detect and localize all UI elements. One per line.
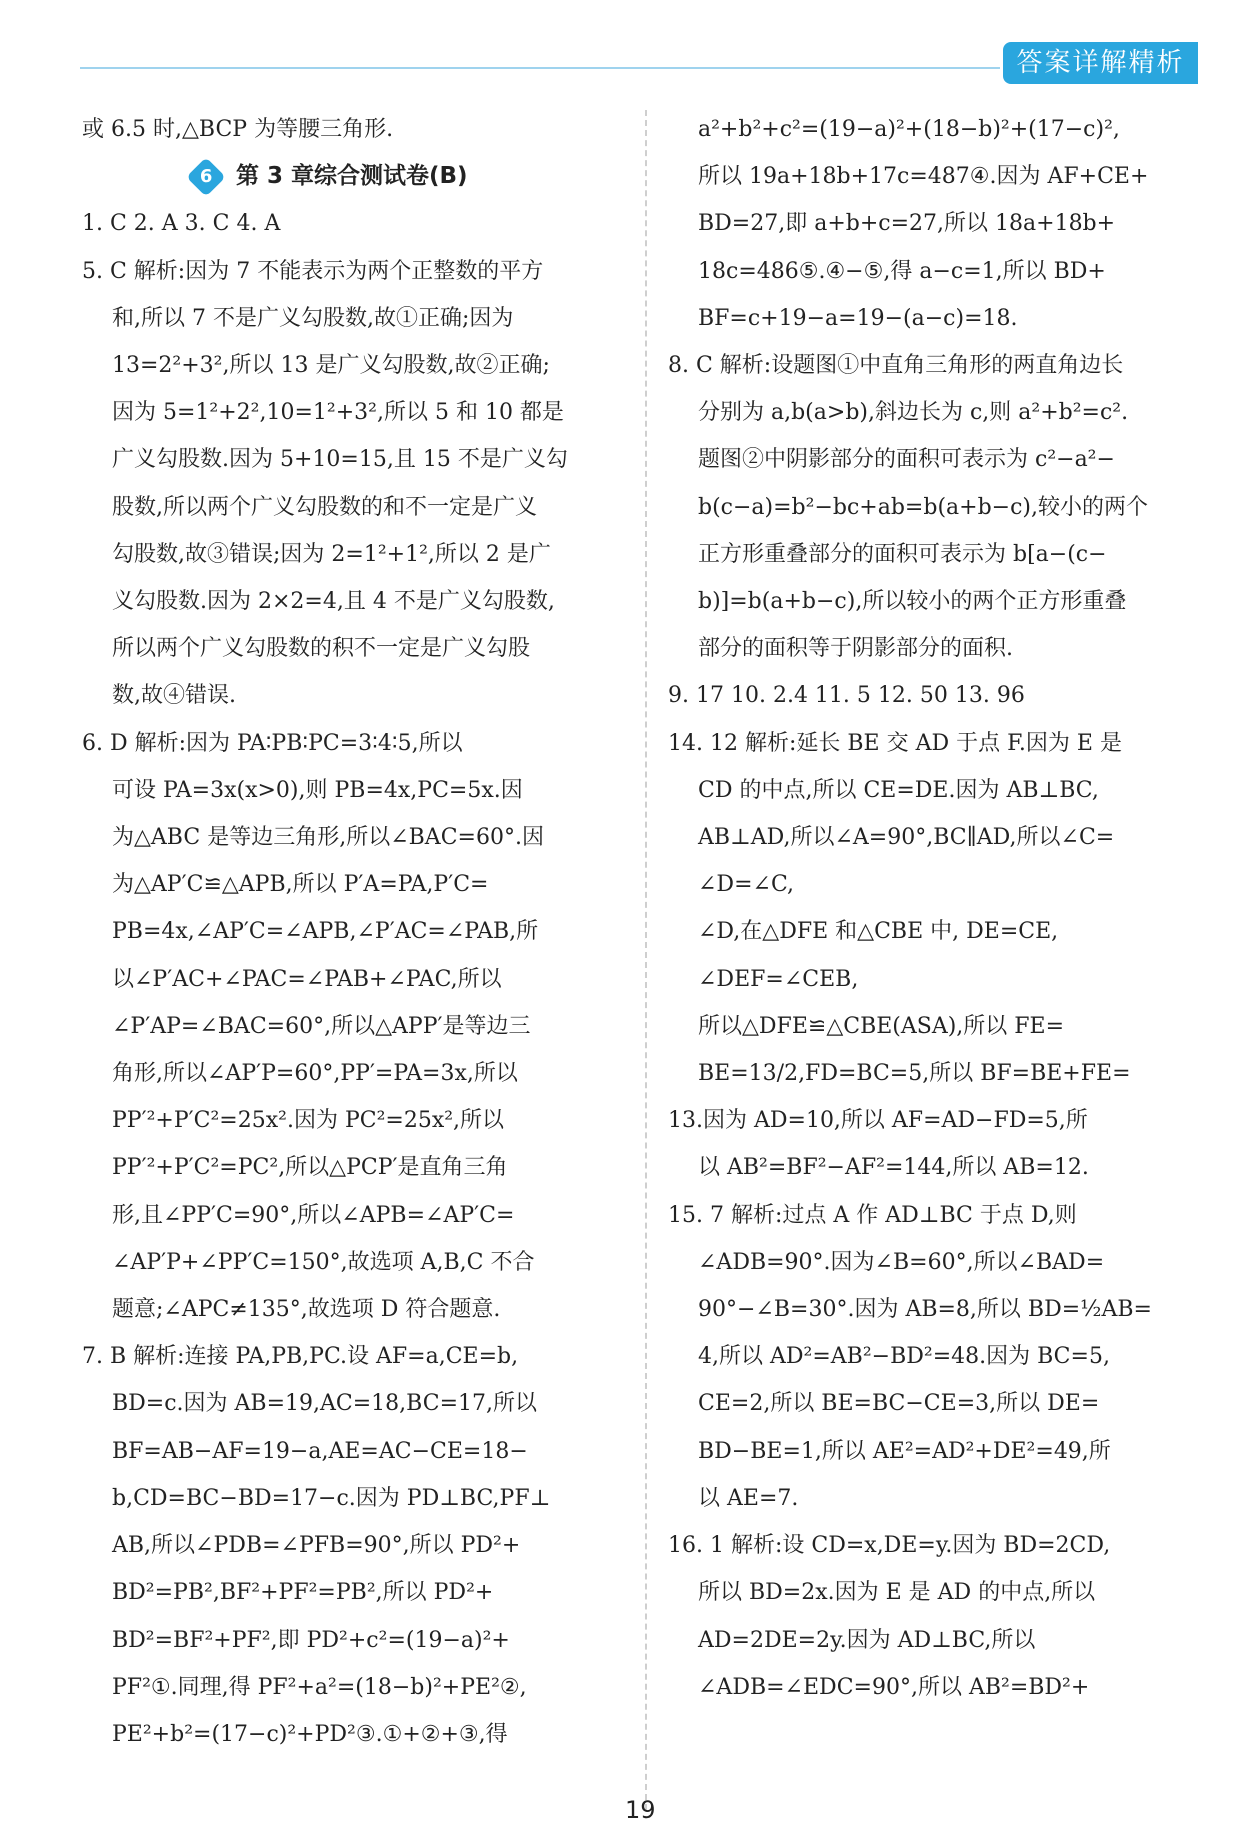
text-line: 角形,所以∠AP′P=60°,PP′=PA=3x,所以 — [112, 1061, 518, 1087]
text-line: 为△ABC 是等边三角形,所以∠BAC=60°.因 — [112, 825, 544, 851]
text-line: 以∠P′AC+∠PAC=∠PAB+∠PAC,所以 — [112, 966, 502, 992]
text-line: AB⊥AD,所以∠A=90°,BC∥AD,所以∠C= — [698, 825, 1115, 851]
text-line: BD=27,即 a+b+c=27,所以 18a+18b+ — [698, 211, 1116, 237]
text-line: 8. C 解析:设题图①中直角三角形的两直角边长 — [668, 353, 1124, 379]
text-line: b)]=b(a+b−c),所以较小的两个正方形重叠 — [698, 589, 1127, 615]
section-number-badge — [186, 157, 226, 197]
text-line: PE²+b²=(17−c)²+PD²③.①+②+③,得 — [112, 1721, 508, 1747]
text-line: 4,所以 AD²=AB²−BD²=48.因为 BC=5, — [698, 1344, 1110, 1370]
text-line: ∠AP′P+∠PP′C=150°,故选项 A,B,C 不合 — [112, 1249, 535, 1275]
text-line: 以 AB²=BF²−AF²=144,所以 AB=12. — [698, 1155, 1089, 1181]
text-line: 所以 BD=2x.因为 E 是 AD 的中点,所以 — [698, 1580, 1096, 1606]
text-line: ∠D,在△DFE 和△CBE 中, DE=CE, — [698, 919, 1059, 945]
text-line: BF=AB−AF=19−a,AE=AC−CE=18− — [112, 1438, 528, 1464]
text-line: 分别为 a,b(a>b),斜边长为 c,则 a²+b²=c². — [698, 400, 1129, 426]
text-line: 为△AP′C≌△APB,所以 P′A=PA,P′C= — [112, 872, 489, 898]
text-line: 可设 PA=3x(x>0),则 PB=4x,PC=5x.因 — [112, 777, 523, 803]
text-line: BE=13/2,FD=BC=5,所以 BF=BE+FE= — [698, 1061, 1131, 1087]
text-line: 所以 19a+18b+17c=487④.因为 AF+CE+ — [698, 164, 1149, 190]
text-line: 股数,所以两个广义勾股数的和不一定是广义 — [112, 494, 537, 520]
text-line: AB,所以∠PDB=∠PFB=90°,所以 PD²+ — [112, 1533, 521, 1559]
text-line: 90°−∠B=30°.因为 AB=8,所以 BD=½AB= — [698, 1297, 1152, 1323]
text-line: b,CD=BC−BD=17−c.因为 PD⊥BC,PF⊥ — [112, 1485, 551, 1511]
text-line: CD 的中点,所以 CE=DE.因为 AB⊥BC, — [698, 777, 1099, 803]
text-line: ∠DEF=∠CEB, — [698, 966, 859, 992]
text-line: PF²①.同理,得 PF²+a²=(18−b)²+PE²②, — [112, 1674, 527, 1700]
text-line: 13.因为 AD=10,所以 AF=AD−FD=5,所 — [668, 1108, 1088, 1134]
text-line: 勾股数,故③错误;因为 2=1²+1²,所以 2 是广 — [112, 541, 551, 567]
text-line: 9. 17 10. 2.4 11. 5 12. 50 13. 96 — [668, 683, 1025, 709]
left-column — [82, 106, 622, 1758]
text-line: 6. D 解析:因为 PA∶PB∶PC=3∶4∶5,所以 — [82, 730, 463, 756]
text-line: BD²=BF²+PF²,即 PD²+c²=(19−a)²+ — [112, 1627, 510, 1653]
text-line: 所以△DFE≌△CBE(ASA),所以 FE= — [698, 1013, 1065, 1039]
text-line: b(c−a)=b²−bc+ab=b(a+b−c),较小的两个 — [698, 494, 1148, 520]
header-rule — [80, 67, 1000, 69]
text-line: PP′²+P′C²=25x².因为 PC²=25x²,所以 — [112, 1108, 505, 1134]
text-line: ∠P′AP=∠BAC=60°,所以△APP′是等边三 — [112, 1013, 531, 1039]
text-line: BF=c+19−a=19−(a−c)=18. — [698, 305, 1018, 331]
text-line: 义勾股数.因为 2×2=4,且 4 不是广义勾股数, — [112, 589, 555, 615]
text-line: 18c=486⑤.④−⑤,得 a−c=1,所以 BD+ — [698, 258, 1106, 284]
text-line: 部分的面积等于阴影部分的面积. — [698, 636, 1013, 662]
right-column — [668, 106, 1208, 1711]
section-number: 6 — [199, 165, 213, 187]
text-line: CE=2,所以 BE=BC−CE=3,所以 DE= — [698, 1391, 1100, 1417]
text-line: ∠ADB=∠EDC=90°,所以 AB²=BD²+ — [698, 1674, 1090, 1700]
text-line: 1. C 2. A 3. C 4. A — [82, 211, 281, 237]
text-line: 16. 1 解析:设 CD=x,DE=y.因为 BD=2CD, — [668, 1533, 1111, 1559]
text-line: 所以两个广义勾股数的积不一定是广义勾股 — [112, 636, 531, 662]
column-divider — [645, 110, 647, 1810]
text-line: 广义勾股数.因为 5+10=15,且 15 不是广义勾 — [112, 447, 568, 473]
text-line: 或 6.5 时,△BCP 为等腰三角形. — [82, 117, 394, 142]
header-badge: 答案详解精析 — [1003, 42, 1198, 84]
text-line: 13=2²+3²,所以 13 是广义勾股数,故②正确; — [112, 353, 550, 379]
text-line: 5. C 解析:因为 7 不能表示为两个正整数的平方 — [82, 258, 544, 284]
text-line: PP′²+P′C²=PC²,所以△PCP′是直角三角 — [112, 1155, 508, 1181]
text-line: BD²=PB²,BF²+PF²=PB²,所以 PD²+ — [112, 1580, 494, 1606]
text-line: 正方形重叠部分的面积可表示为 b[a−(c− — [698, 541, 1107, 567]
text-line: 15. 7 解析:过点 A 作 AD⊥BC 于点 D,则 — [668, 1202, 1077, 1228]
text-line: ∠D=∠C, — [698, 872, 794, 898]
text-line: 以 AE=7. — [698, 1485, 799, 1511]
page-number: 19 — [625, 1796, 656, 1824]
text-line: BD=c.因为 AB=19,AC=18,BC=17,所以 — [112, 1391, 537, 1417]
text-line: 题意;∠APC≠135°,故选项 D 符合题意. — [112, 1297, 501, 1323]
text-line: ∠ADB=90°.因为∠B=60°,所以∠BAD= — [698, 1249, 1105, 1275]
section-heading — [82, 153, 622, 200]
text-line: 题图②中阴影部分的面积可表示为 c²−a²− — [698, 447, 1115, 473]
text-line: 和,所以 7 不是广义勾股数,故①正确;因为 — [112, 305, 514, 331]
text-line: AD=2DE=2y.因为 AD⊥BC,所以 — [698, 1627, 1036, 1653]
text-line: 7. B 解析:连接 PA,PB,PC.设 AF=a,CE=b, — [82, 1344, 519, 1370]
text-line: 14. 12 解析:延长 BE 交 AD 于点 F.因为 E 是 — [668, 730, 1122, 756]
text-line: PB=4x,∠AP′C=∠APB,∠P′AC=∠PAB,所 — [112, 919, 539, 945]
text-line: 数,故④错误. — [112, 683, 236, 709]
text-line: a²+b²+c²=(19−a)²+(18−b)²+(17−c)², — [698, 117, 1120, 142]
text-line: 形,且∠PP′C=90°,所以∠APB=∠AP′C= — [112, 1202, 515, 1228]
text-line: BD−BE=1,所以 AE²=AD²+DE²=49,所 — [698, 1438, 1111, 1464]
section-title: 第 3 章综合测试卷(B) — [236, 163, 468, 190]
text-line: 因为 5=1²+2²,10=1²+3²,所以 5 和 10 都是 — [112, 400, 564, 426]
